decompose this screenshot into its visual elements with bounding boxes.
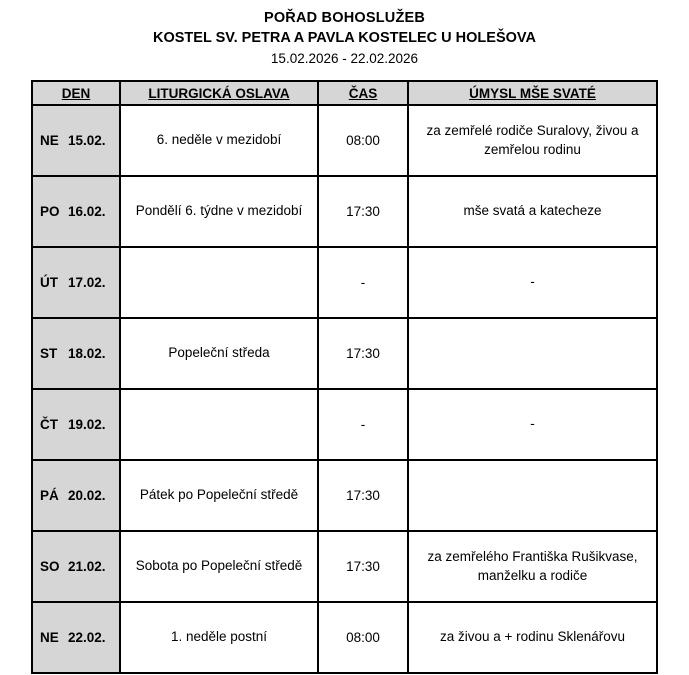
day-cell [32,531,120,602]
intention-cell: - [408,247,657,318]
day-cell [32,318,120,389]
table-row [32,602,657,673]
day-cell [32,460,120,531]
day-cell [32,176,120,247]
time-cell: 17:30 [318,176,408,247]
celebration-cell: Popeleční středa [120,318,318,389]
day-date: 20.02. [68,488,106,503]
intention-cell: za živou a + rodinu Sklenářovu [408,602,657,673]
celebration-cell [120,247,318,318]
celebration-cell [120,389,318,460]
intention-cell [408,318,657,389]
day-abbr: PO [40,204,60,219]
celebration-cell: Sobota po Popeleční středě [120,531,318,602]
column-header-liturgicka-oslava: LITURGICKÁ OSLAVA [120,81,318,105]
day-cell [32,389,120,460]
day-date: 16.02. [68,204,106,219]
page-title: POŘAD BOHOSLUŽEB [263,10,426,26]
day-abbr: PÁ [40,488,59,503]
schedule-table [31,80,658,674]
day-abbr: ST [40,346,58,361]
table-row [32,105,657,176]
day-date: 17.02. [68,275,106,290]
column-header-cas: ČAS [318,81,408,105]
day-cell [32,105,120,176]
document-header [0,10,689,66]
day-cell [32,602,120,673]
time-cell: - [318,389,408,460]
column-header-den: DEN [32,81,120,105]
time-cell: 08:00 [318,105,408,176]
celebration-cell: Pondělí 6. týdne v mezidobí [120,176,318,247]
time-cell: 17:30 [318,318,408,389]
time-cell: 08:00 [318,602,408,673]
time-cell: 17:30 [318,531,408,602]
day-abbr: NE [40,133,59,148]
table-row [32,460,657,531]
intention-cell: za zemřelého Františka Rušikvase, manželku a rodiče [408,531,657,602]
time-cell: - [318,247,408,318]
celebration-cell: 1. neděle postní [120,602,318,673]
celebration-cell: 6. neděle v mezidobí [120,105,318,176]
intention-cell: za zemřelé rodiče Suralovy, živou a zemřelou rodinu [408,105,657,176]
day-date: 19.02. [68,417,106,432]
table-row [32,389,657,460]
time-cell: 17:30 [318,460,408,531]
day-abbr: ÚT [40,275,58,290]
table-header-row [32,81,657,105]
table-row [32,531,657,602]
day-abbr: ČT [40,417,58,432]
page-subtitle: KOSTEL SV. PETRA A PAVLA KOSTELEC U HOLEŠOVA [153,30,536,46]
table-row [32,318,657,389]
intention-cell: mše svatá a katecheze [408,176,657,247]
table-row [32,176,657,247]
day-date: 21.02. [68,559,106,574]
table-row [32,247,657,318]
day-abbr: SO [40,559,60,574]
column-header-umysl: ÚMYSL MŠE SVATÉ [408,81,657,105]
day-date: 22.02. [68,630,106,645]
celebration-cell: Pátek po Popeleční středě [120,460,318,531]
intention-cell [408,460,657,531]
intention-cell: - [408,389,657,460]
date-range: 15.02.2026 - 22.02.2026 [270,51,419,66]
day-date: 18.02. [68,346,106,361]
day-cell [32,247,120,318]
day-date: 15.02. [68,133,106,148]
day-abbr: NE [40,630,59,645]
